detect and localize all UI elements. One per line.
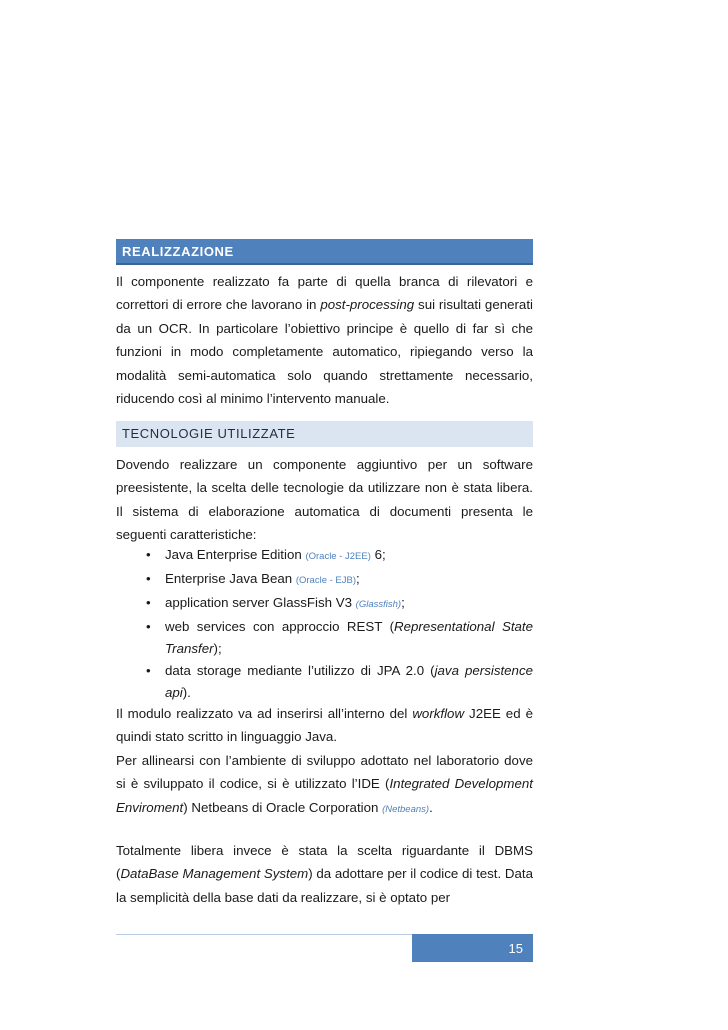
text-run: ) da adottare per il codice di test. Data la semplicità della base dati da realizzare, si è optato per	[116, 866, 533, 905]
paragraph-tecnologie-intro: Dovendo realizzare un componente aggiuntivo per un software preesistente, la scelta delle tecnologie da utilizzare non è stata libera. Il sistema di elaborazione automatica di documenti presenta le seguenti caratteristiche:	[116, 457, 533, 543]
technology-list	[116, 544, 533, 704]
text-run: Il modulo realizzato va ad inserirsi all’interno del	[116, 706, 413, 721]
text-run: web services con approccio REST (	[165, 619, 394, 634]
citation-ref: (Netbeans)	[382, 803, 430, 815]
text-run: Per allinearsi con l’ambiente di sviluppo adottato nel laboratorio dove si è sviluppato il codice, si è utilizzato l’IDE (	[116, 753, 533, 792]
citation-ref: (Oracle - EJB)	[295, 575, 357, 586]
paragraph-dbms	[116, 839, 533, 909]
bullet-icon: •	[146, 571, 151, 586]
citation-ref: (Glassfish)	[355, 599, 402, 610]
text-run: ).	[182, 685, 191, 700]
text-run: );	[213, 641, 222, 656]
emphasis: java persistence api	[165, 663, 533, 700]
list-item	[116, 616, 533, 660]
text-run: ) Netbeans di Oracle Corporation	[183, 799, 383, 815]
text-run: Enterprise Java Bean	[165, 571, 296, 586]
bullet-icon: •	[146, 663, 151, 678]
list-item	[116, 568, 533, 592]
footer-rule	[116, 934, 412, 935]
text-run: Il componente realizzato fa parte di quella branca di rilevatori e correttori di errore che lavorano in	[116, 274, 533, 313]
page-number: 15	[412, 934, 533, 962]
citation-ref: (Oracle - J2EE)	[305, 551, 371, 562]
emphasis-ide: Integrated Development Enviroment	[116, 776, 533, 815]
text-run: ;	[401, 595, 405, 610]
paragraph-workflow	[116, 702, 533, 749]
paragraph-realizzazione	[116, 270, 533, 410]
emphasis-post-processing: post-processing	[320, 297, 415, 313]
text-run: application server GlassFish V3	[165, 595, 356, 610]
text-run: ;	[356, 571, 360, 586]
text-run: sui risultati generati da un OCR. In particolare l’obiettivo principe è quello di far sì che funzioni in modo completamente automatico, ripiegando verso la modalità semi-automatica solo quando strettamente necessario, riducendo così al minimo l’intervento manuale.	[116, 297, 533, 407]
list-item	[116, 592, 533, 616]
text-run: Totalmente libera invece è stata la scelta riguardante il DBMS (	[116, 843, 533, 882]
list-item	[116, 660, 533, 704]
bullet-icon: •	[146, 547, 151, 562]
text-run: J2EE ed è quindi stato scritto in linguaggio Java.	[116, 706, 533, 745]
section-heading-tecnologie: TECNOLOGIE UTILIZZATE	[116, 421, 533, 447]
bullet-icon: •	[146, 595, 151, 610]
emphasis: Representational State Transfer	[165, 619, 533, 656]
bullet-icon: •	[146, 619, 151, 634]
emphasis-workflow: workflow	[412, 706, 465, 721]
section-heading-realizzazione: REALIZZAZIONE	[116, 239, 533, 265]
text-run: .	[429, 799, 433, 815]
emphasis-dbms: DataBase Management System	[120, 866, 309, 882]
paragraph-ide	[116, 749, 533, 821]
text-run: 6;	[370, 547, 386, 562]
text-run: Java Enterprise Edition	[165, 547, 306, 562]
list-item	[116, 544, 533, 568]
text-run: data storage mediante l’utilizzo di JPA 2.0 (	[165, 663, 435, 678]
